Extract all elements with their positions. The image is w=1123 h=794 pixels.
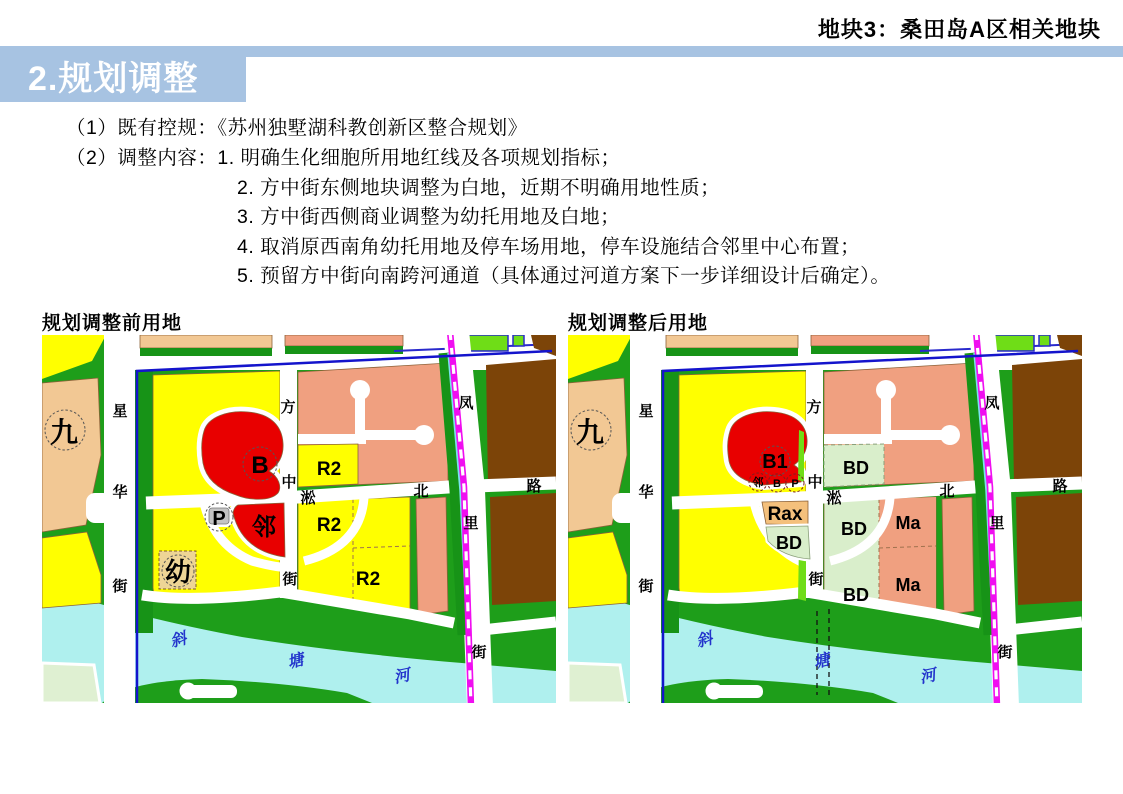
- label-fengli-3: 街: [471, 644, 487, 661]
- label-p: P: [212, 508, 226, 530]
- pale-green-patch: [568, 663, 626, 703]
- section-title: 2.规划调整: [28, 60, 199, 98]
- map-after: [568, 335, 1082, 703]
- label-r2-3: R2: [355, 569, 381, 590]
- label-river-1: 斜: [694, 630, 715, 651]
- adjustment-item-1: 1. 明确生化细胞所用地红线及各项规划指标；: [217, 147, 621, 169]
- label-songbei-2: 北: [939, 483, 955, 500]
- brown-block-1: [1012, 359, 1082, 485]
- label-xinghua-1: 星: [638, 403, 654, 420]
- label-ma-1: Ma: [895, 513, 921, 533]
- adjustment-item-4: 4. 取消原西南角幼托用地及停车场用地，停车设施结合邻里中心布置；: [237, 236, 861, 258]
- bright-green-block: [466, 335, 508, 351]
- salmon-strip: [416, 497, 448, 615]
- label-rax: Rax: [767, 504, 803, 525]
- adjustment-item-2: 2. 方中街东侧地块调整为白地，近期不明确用地性质；: [237, 177, 721, 199]
- label-bd-pocket: BD: [776, 533, 802, 553]
- adjustment-line-1: [66, 142, 621, 170]
- label-b: B: [251, 452, 269, 479]
- label-bd-3: BD: [843, 585, 869, 605]
- existing-plan-text: 《苏州独墅湖科教创新区整合规划》: [217, 117, 528, 139]
- label-fengli-2: 里: [989, 515, 1005, 532]
- label-river-1: 斜: [168, 630, 189, 651]
- existing-plan-line: [66, 112, 528, 140]
- label-fangzhong-1: 方: [280, 399, 296, 416]
- label-river-2: 塘: [285, 651, 306, 672]
- map-before: [42, 335, 556, 703]
- culdesac-2: [414, 425, 434, 445]
- label-r2-1: R2: [316, 459, 342, 480]
- label-jiu: 九: [50, 417, 79, 448]
- label-jiu: 九: [576, 417, 605, 448]
- label-xinghua-2: 华: [638, 484, 654, 501]
- pale-green-patch: [42, 663, 100, 703]
- brown-block-2: [490, 493, 556, 605]
- label-ma-2: Ma: [895, 575, 921, 595]
- label-fangzhong-3: 街: [282, 571, 298, 588]
- label-b-small: B: [773, 478, 781, 490]
- label-fengli-1: 凤: [458, 395, 474, 412]
- label-fangzhong-2: 中: [807, 474, 823, 491]
- adjustment-item-3: 3. 方中街西侧商业调整为幼托用地及白地；: [237, 206, 621, 228]
- label-xinghua-1: 星: [112, 403, 128, 420]
- label-songbei-1: 淞: [826, 490, 842, 507]
- label-songbei-2: 北: [413, 483, 429, 500]
- label-fengli-1: 凤: [984, 395, 1000, 412]
- label-fengli-2: 里: [463, 515, 479, 532]
- label-you: 幼: [164, 557, 192, 587]
- label-r2-2: R2: [316, 515, 342, 536]
- label-fangzhong-1: 方: [806, 399, 822, 416]
- culdesac-1: [350, 380, 370, 400]
- label-xinghua-2: 华: [112, 484, 128, 501]
- label-fangzhong-2: 中: [281, 474, 297, 491]
- adjustment-item-5: 5. 预留方中街向南跨河通道（具体通过河道方案下一步详细设计后确定）。: [237, 265, 891, 287]
- brown-block-1: [486, 359, 556, 485]
- label-bd-2: BD: [841, 519, 867, 539]
- existing-plan-label: （1）既有控规：: [66, 117, 218, 139]
- section-title-box: [0, 57, 246, 102]
- label-lin: 邻: [252, 514, 276, 541]
- label-b1: B1: [762, 451, 788, 473]
- label-p-small: P: [791, 478, 799, 490]
- label-bd-1: BD: [843, 458, 869, 478]
- label-river-3: 河: [392, 666, 412, 687]
- label-songbei-1: 淞: [300, 490, 316, 507]
- salmon-strip: [942, 497, 974, 615]
- culdesac-1: [876, 380, 896, 400]
- label-river-3: 河: [918, 666, 938, 687]
- culdesac-2: [940, 425, 960, 445]
- label-xinghua-3: 街: [638, 578, 654, 595]
- label-fangzhong-3: 街: [808, 571, 824, 588]
- label-fengli-3: 街: [997, 644, 1013, 661]
- adjustment-label: （2）调整内容：: [66, 147, 218, 169]
- title-underline-bar: [0, 46, 1123, 57]
- caption-after: 规划调整后用地: [568, 313, 709, 334]
- label-songbei-3: 路: [526, 478, 542, 495]
- corner-title: 地块3：桑田岛A区相关地块: [817, 17, 1101, 42]
- label-lin-small: 邻: [752, 477, 764, 489]
- label-songbei-3: 路: [1052, 478, 1068, 495]
- label-river-2: 塘: [811, 651, 832, 672]
- brown-block-2: [1016, 493, 1082, 605]
- caption-before: 规划调整前用地: [42, 313, 183, 334]
- label-xinghua-3: 街: [112, 578, 128, 595]
- bright-green-block: [992, 335, 1034, 351]
